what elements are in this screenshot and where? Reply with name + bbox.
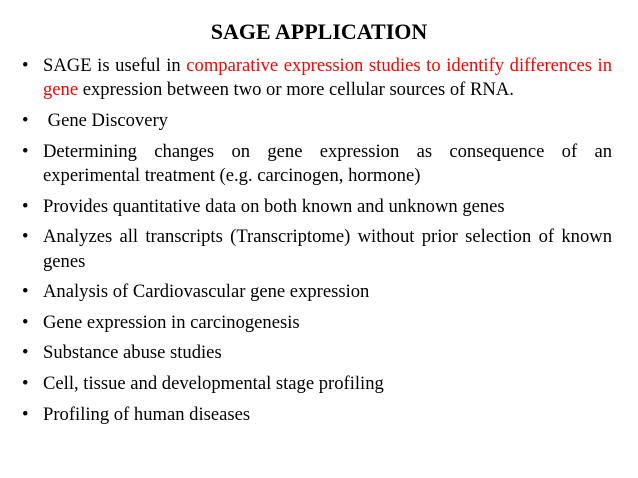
bullet-text: Substance abuse studies — [43, 342, 222, 364]
bullet-marker: • — [22, 372, 29, 394]
bullet-text: Analyzes all transcripts (Transcriptome) without prior selection of known genes — [43, 226, 612, 272]
bullet-marker: • — [22, 226, 29, 248]
bullet-marker: • — [22, 311, 29, 333]
bullet-item — [22, 311, 612, 335]
bullet-item — [22, 140, 612, 189]
bullet-marker: • — [22, 195, 29, 217]
bullet-item — [22, 225, 612, 274]
bullet-marker: • — [22, 110, 29, 131]
bullet-text: SAGE is useful in — [43, 55, 187, 76]
bullet-item — [22, 403, 612, 427]
bullet-text: Analysis of Cardiovascular gene expression — [43, 281, 370, 303]
bullet-item — [22, 372, 612, 396]
bullet-marker: • — [22, 403, 29, 425]
bullet-item — [22, 54, 612, 103]
bullet-list — [22, 54, 612, 433]
bullet-text: Gene Discovery — [43, 110, 168, 131]
highlighted-text: comparative expression studies to identify differences in gene — [43, 55, 613, 101]
bullet-text: Profiling of human diseases — [43, 403, 251, 425]
bullet-text: Determining changes on gene expression as consequence of an experimental treatment (e.g. carcinogen, hormone) — [43, 140, 612, 186]
bullet-text: Provides quantitative data on both known and unknown genes — [43, 195, 505, 217]
bullet-marker: • — [22, 55, 29, 76]
bullet-marker: • — [22, 281, 29, 303]
bullet-item — [22, 280, 612, 304]
bullet-marker: • — [22, 140, 29, 162]
bullet-item — [22, 109, 612, 133]
bullet-text: Gene expression in carcinogenesis — [43, 311, 300, 333]
bullet-text: expression between two or more cellular sources of RNA. — [78, 79, 514, 101]
slide-title: SAGE APPLICATION — [210, 19, 428, 44]
bullet-text: Cell, tissue and developmental stage profiling — [43, 372, 384, 394]
bullet-item — [22, 341, 612, 365]
bullet-marker: • — [22, 342, 29, 364]
bullet-item — [22, 195, 612, 219]
